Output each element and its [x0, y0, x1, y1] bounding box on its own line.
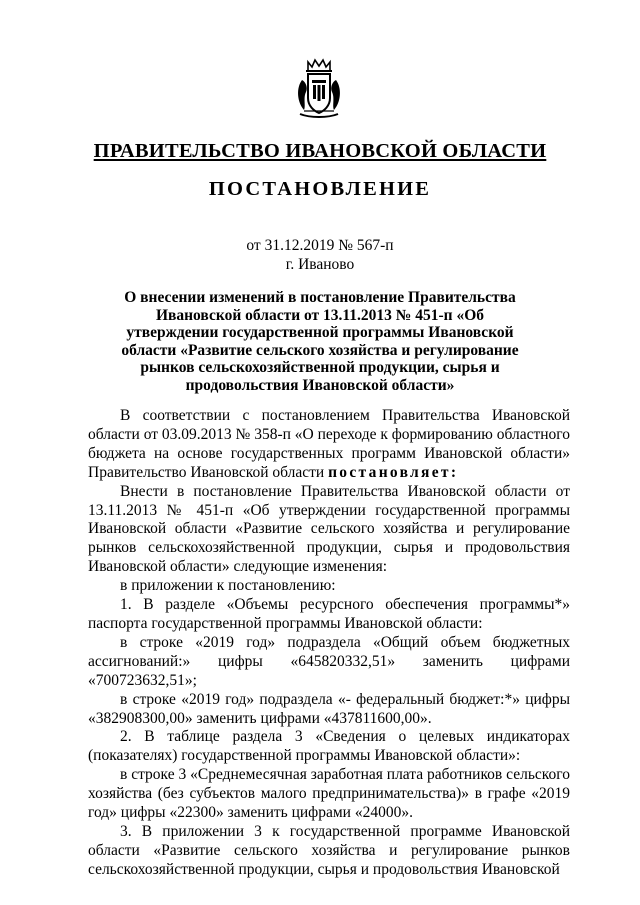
paragraph: Внести в постановление Правительства Ивановской области от 13.11.2013 № 451-п «Об утверждении государственной программы Ивановской области «Развитие сельского хозяйства и регулирование рынков сельскохозяйственной продукции, сырья и продовольствия Ивановской области» следующие изменения: [88, 482, 570, 576]
paragraph: 2. В таблице раздела 3 «Сведения о целевых индикаторах (показателях) государственной программы Ивановской области»: [88, 728, 570, 765]
document-type: ПОСТАНОВЛЕНИЕ [208, 178, 432, 200]
date-block [0, 236, 640, 274]
resolves-keyword: постановляет: [328, 463, 459, 481]
paragraph: в строке «2019 год» подраздела «- федеральный бюджет:*» цифры «382908300,00» заменить цифрами «437811600,00». [88, 690, 570, 727]
paragraph: 1. В разделе «Объемы ресурсного обеспечения программы*» паспорта государственной программы Ивановской области: [88, 596, 570, 632]
date-number: от 31.12.2019 № 567-п [246, 237, 394, 254]
document-body [88, 407, 570, 880]
paragraph [88, 407, 570, 483]
paragraph-text: В соответствии с постановлением Правительства Ивановской области от 03.09.2013 № 358-п «О переходе к формированию областного бюджета на основе государственных программ Ивановской области» Правительство Ивановской области [88, 407, 570, 481]
document-title: О внесении изменений в постановление Правительства Ивановской области от 13.11.2013 № 451-п «Об утверждении государственной программы Ивановской области «Развитие сельского хозяйства и регулирование рынков сельскохозяйственной продукции, сырья и продовольствия Ивановской области» [121, 289, 519, 394]
coat-of-arms-icon [294, 58, 344, 120]
paragraph: в строке «2019 год» подраздела «Общий объем бюджетных ассигнований:» цифры «645820332,51» заменить цифрами «700723632,51»; [88, 633, 570, 689]
city: г. Иваново [285, 256, 355, 273]
paragraph: в приложении к постановлению: [120, 577, 336, 595]
paragraph: в строке 3 «Среднемесячная заработная плата работников сельского хозяйства (без субъектов малого предпринимательства)» в графе «2019 год» цифры «22300» заменить цифрами «24000». [88, 766, 570, 822]
government-name: ПРАВИТЕЛЬСТВО ИВАНОВСКОЙ ОБЛАСТИ [93, 140, 547, 162]
paragraph: 3. В приложении 3 к государственной программе Ивановской области «Развитие сельского хозяйства и регулирование рынков сельскохозяйственной продукции, сырья и продовольствия Ивановской [88, 822, 570, 878]
